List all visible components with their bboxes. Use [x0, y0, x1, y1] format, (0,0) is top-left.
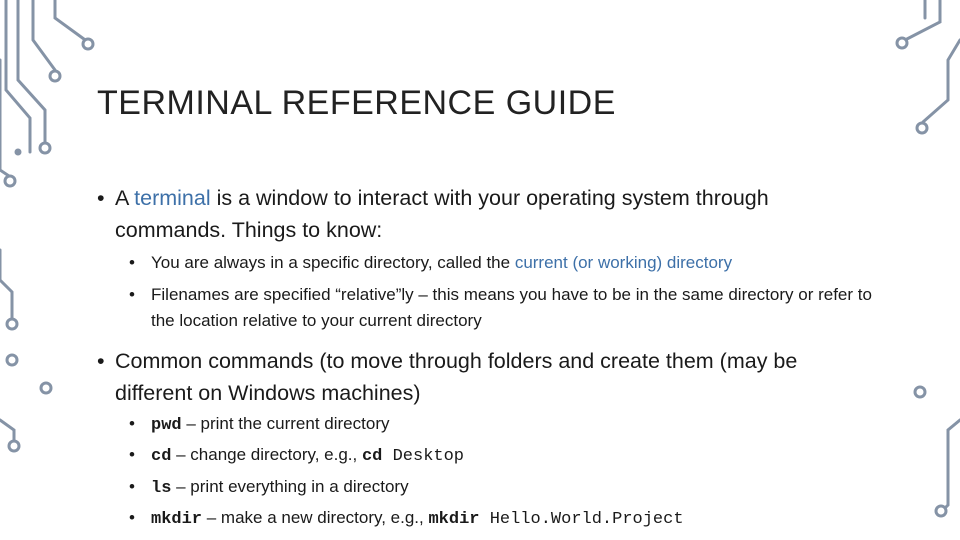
- command-name: cd: [151, 447, 172, 466]
- example-command: mkdir: [428, 510, 480, 529]
- bullet-icon: •: [129, 253, 135, 272]
- example-arg: Hello.World.Project: [479, 510, 684, 529]
- commands-bullet: [97, 345, 875, 409]
- intro-bullet: [97, 182, 875, 246]
- intro-item: [129, 250, 891, 276]
- command-item: [129, 474, 891, 502]
- bullet-icon: •: [97, 349, 105, 373]
- command-desc: – make a new directory, e.g.,: [202, 508, 429, 527]
- commands-intro: Common commands (to move through folders and create them (may be different on Windows machines): [115, 349, 798, 405]
- example-arg: Desktop: [382, 447, 465, 466]
- bullet-icon: •: [129, 414, 135, 433]
- term-highlight: terminal: [134, 186, 211, 210]
- command-name: pwd: [151, 416, 182, 435]
- command-desc: – change directory, e.g.,: [171, 445, 362, 464]
- command-name: mkdir: [151, 510, 203, 529]
- example-command: cd: [361, 447, 383, 466]
- intro-item: [129, 282, 891, 334]
- intro-item-text: You are always in a specific directory, called the: [151, 253, 515, 272]
- intro-item-text: Filenames are specified “relative”ly – this means you have to be in the same directory or refer to the location relative to your current directory: [151, 285, 872, 330]
- command-item: [129, 442, 891, 470]
- intro-suffix: is a window to interact with your operating system through commands. Things to know:: [115, 186, 769, 242]
- command-name: ls: [151, 479, 172, 498]
- command-item: [129, 505, 891, 533]
- bullet-icon: •: [129, 445, 135, 464]
- page-title: TERMINAL REFERENCE GUIDE: [97, 84, 616, 122]
- bullet-icon: •: [129, 285, 135, 304]
- bullet-icon: •: [129, 477, 135, 496]
- bullet-icon: •: [129, 508, 135, 527]
- directory-highlight: current (or working) directory: [514, 253, 733, 272]
- intro-prefix: A: [115, 186, 135, 210]
- bullet-icon: •: [97, 186, 105, 210]
- command-item: [129, 411, 891, 439]
- command-desc: – print the current directory: [181, 414, 390, 433]
- command-desc: – print everything in a directory: [171, 477, 409, 496]
